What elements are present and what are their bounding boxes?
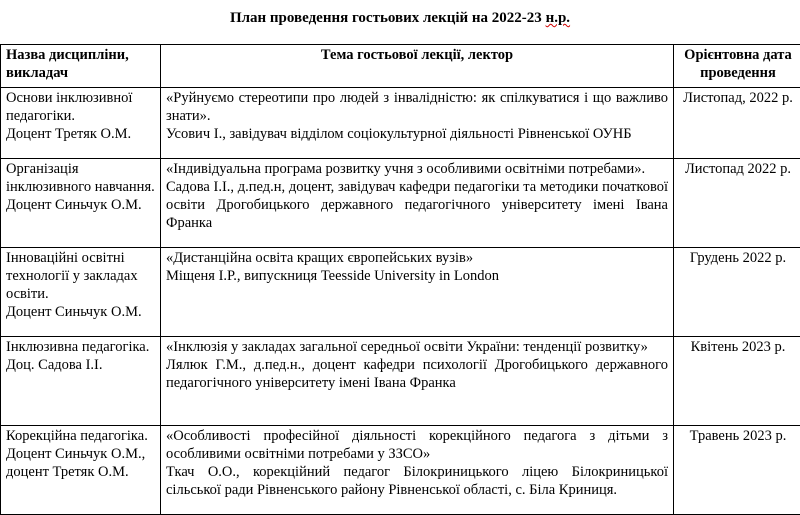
lecture-topic: «Інклюзія у закладах загальної середньої освіти України: тенденції розвитку»	[166, 338, 668, 356]
discipline-cell	[1, 88, 161, 159]
lecture-topic: «Індивідуальна програма розвитку учня з особливими освітніми потребами».	[166, 160, 668, 178]
lecturer-info: Усович І., завідувач відділом соціокультурної діяльності Рівненської ОУНБ	[166, 125, 668, 143]
discipline-cell	[1, 337, 161, 426]
date-cell: Грудень 2022 р.	[674, 248, 800, 337]
lecture-topic: «Руйнуємо стереотипи про людей з інвалідністю: як спілкуватися і що важливо знати».	[166, 89, 668, 125]
table-row	[1, 159, 800, 248]
discipline-cell	[1, 248, 161, 337]
header-date: Орієнтовна дата проведення	[674, 45, 800, 88]
topic-cell	[161, 88, 674, 159]
topic-cell	[161, 248, 674, 337]
topic-cell	[161, 159, 674, 248]
header-discipline: Назва дисципліни, викладач	[1, 45, 161, 88]
date-cell: Квітень 2023 р.	[674, 337, 800, 426]
lecturer-info: Садова І.І., д.пед.н, доцент, завідувач кафедри педагогіки та методики початкової освіти Дрогобицького державного педагогічного університету імені Івана Франка	[166, 178, 668, 232]
table-row	[1, 426, 800, 515]
table-row	[1, 337, 800, 426]
title-suffix: н.р.	[546, 10, 571, 26]
discipline-name: Інклюзивна педагогіка.	[6, 338, 155, 356]
discipline-name: Організація інклюзивного навчання.	[6, 160, 155, 196]
title-prefix: План проведення гостьових лекцій на 2022-23	[230, 10, 546, 26]
date-cell: Листопад 2022 р.	[674, 159, 800, 248]
topic-cell	[161, 337, 674, 426]
document-title	[0, 10, 800, 27]
discipline-cell	[1, 426, 161, 515]
teacher-name: Доц. Садова І.І.	[6, 356, 155, 374]
topic-cell	[161, 426, 674, 515]
teacher-name: Доцент Синьчук О.М., доцент Третяк О.М.	[6, 445, 155, 481]
discipline-name: Основи інклюзивної педагогіки.	[6, 89, 155, 125]
date-cell: Травень 2023 р.	[674, 426, 800, 515]
date-cell: Листопад, 2022 р.	[674, 88, 800, 159]
discipline-name: Корекційна педагогіка.	[6, 427, 155, 445]
lecture-topic: «Особливості професійної діяльності корекційного педагога з дітьми з особливими освітніми потребами у ЗЗСО»	[166, 427, 668, 463]
discipline-name: Інноваційні освітні технології у закладах освіти.	[6, 249, 155, 303]
lecture-plan-table	[0, 44, 800, 515]
teacher-name: Доцент Синьчук О.М.	[6, 196, 155, 214]
header-topic: Тема гостьової лекції, лектор	[161, 45, 674, 88]
lecturer-info: Ткач О.О., корекційний педагог Білокриницького ліцею Білокриницької сільської ради Рівненського району Рівненської області, с. Біла Криниця.	[166, 463, 668, 499]
lecturer-info: Міщеня І.Р., випускниця Teesside University in London	[166, 267, 668, 285]
teacher-name: Доцент Третяк О.М.	[6, 125, 155, 143]
teacher-name: Доцент Синьчук О.М.	[6, 303, 155, 321]
lecture-topic: «Дистанційна освіта кращих європейських вузів»	[166, 249, 668, 267]
table-row	[1, 88, 800, 159]
table-row	[1, 248, 800, 337]
lecturer-info: Лялюк Г.М., д.пед.н., доцент кафедри психології Дрогобицького державного педагогічного університету імені Івана Франка	[166, 356, 668, 392]
table-header-row	[1, 45, 800, 88]
discipline-cell	[1, 159, 161, 248]
